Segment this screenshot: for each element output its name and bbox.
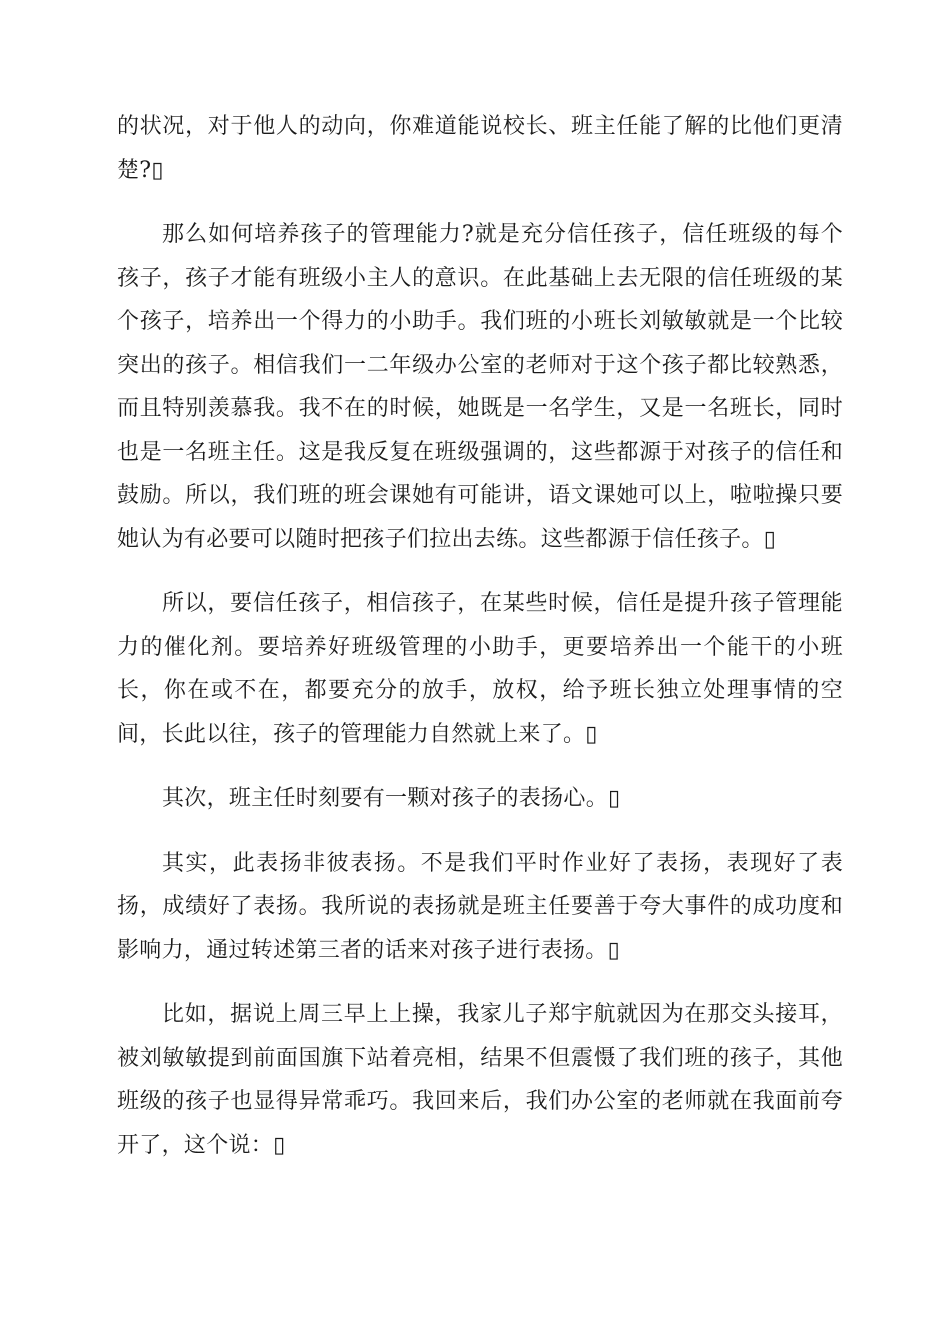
- paragraph-4: 其次，班主任时刻要有一颗对孩子的表扬心。▯: [162, 786, 621, 811]
- paragraph-2: 那么如何培养孩子的管理能力?就是充分信任孩子，信任班级的每个孩子，孩子才能有班级小主人的意识。在此基础上去无限的信任班级的某个孩子，培养出一个得力的小助手。我们班的小班长刘敏敏就是一个比较突出的孩子。相信我们一二年级办公室的老师对于这个孩子都比较熟悉，而且特别羡慕我。我不在的时候，她既是一名学生，又是一名班长，同时也是一名班主任。这是我反复在班级强调的，这些都源于对孩子的信任和鼓励。所以，我们班的班会课她有可能讲，语文课她可以上，啦啦操只要她认为有必要可以随时把孩子们拉出去练。这些都源于信任孩子。▯: [117, 222, 843, 552]
- paragraph-6: 比如，据说上周三早上上操，我家儿子郑宇航就因为在那交头接耳，被刘敏敏提到前面国旗下站着亮相，结果不但震慑了我们班的孩子，其他班级的孩子也显得异常乖巧。我回来后，我们办公室的老师就在我面前夸开了，这个说：▯: [117, 1002, 843, 1158]
- paragraph-1: 的状况，对于他人的动向，你难道能说校长、班主任能了解的比他们更清楚?▯: [117, 114, 843, 183]
- document-body: [117, 105, 843, 1167]
- paragraph-5: 其实，此表扬非彼表扬。不是我们平时作业好了表扬，表现好了表扬，成绩好了表扬。我所说的表扬就是班主任要善于夸大事件的成功度和影响力，通过转述第三者的话来对孩子进行表扬。▯: [117, 850, 843, 963]
- paragraph-3: 所以，要信任孩子，相信孩子，在某些时候，信任是提升孩子管理能力的催化剂。要培养好班级管理的小助手，更要培养出一个能干的小班长，你在或不在，都要充分的放手，放权，给予班长独立处理事情的空间，长此以往，孩子的管理能力自然就上来了。▯: [117, 591, 843, 747]
